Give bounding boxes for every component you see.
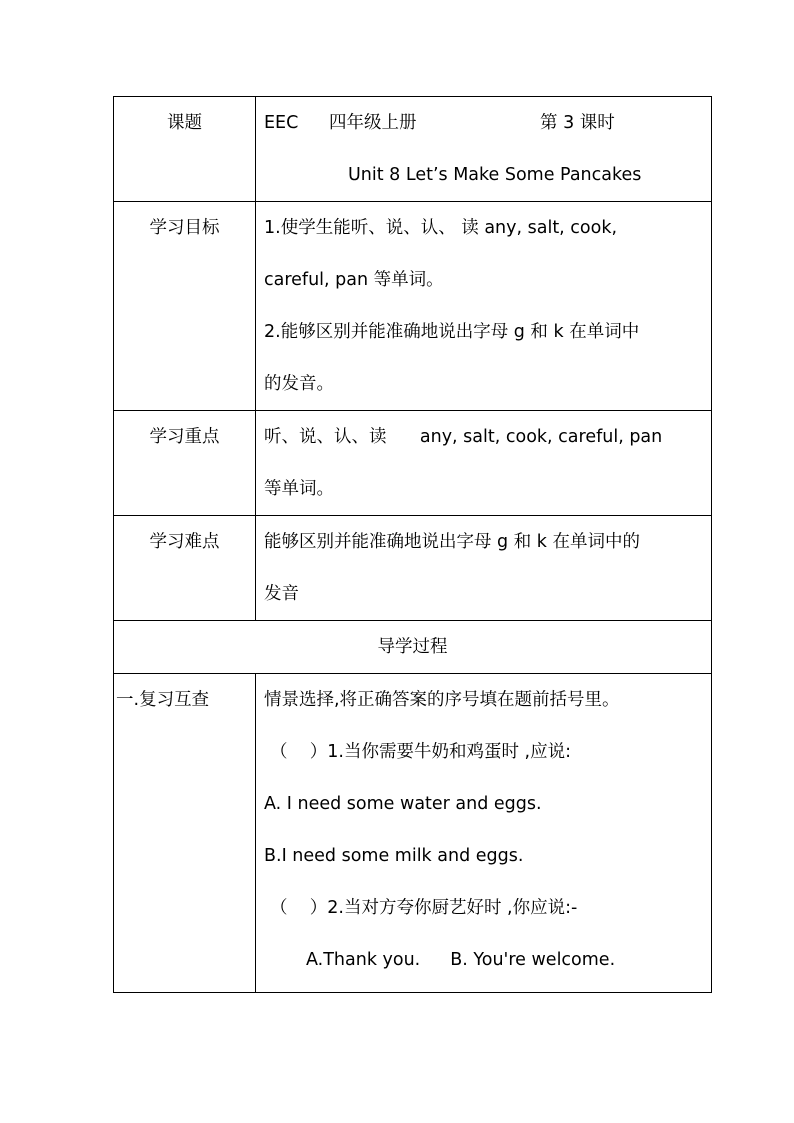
process-header: 导学过程 <box>377 637 448 657</box>
grade-text: 四年级上册 <box>329 113 417 133</box>
key-points-content-cell <box>256 411 712 516</box>
title-label-cell <box>114 97 256 202</box>
difficulties-content-cell <box>256 516 712 621</box>
objectives-row <box>114 202 712 411</box>
key-points-line-1: 听、说、认、读 any, salt, cook, careful, pan <box>264 427 663 447</box>
question-2-options <box>256 934 711 986</box>
objectives-line-1: 1.使学生能听、说、认、 读 any, salt, cook, <box>264 218 618 238</box>
review-label: 一.复习互查 <box>116 690 210 710</box>
difficulties-label: 学习难点 <box>149 532 220 552</box>
objectives-line-2: careful, pan 等单词。 <box>264 270 444 290</box>
question-1-option-b: B.I need some milk and eggs. <box>264 846 524 866</box>
difficulties-label-cell <box>114 516 256 621</box>
review-label-cell <box>114 674 256 993</box>
objectives-label-cell <box>114 202 256 411</box>
title-label: 课题 <box>167 113 202 133</box>
question-2-option-b: B. You're welcome. <box>450 950 616 970</box>
question-2-option-a: A.Thank you. <box>306 950 421 970</box>
objectives-line-3: 2.能够区别并能准确地说出字母 g 和 k 在单词中 <box>264 322 640 342</box>
objectives-label: 学习目标 <box>149 218 220 238</box>
review-content-cell <box>256 674 712 993</box>
key-points-label-cell <box>114 411 256 516</box>
question-1: （ ）1.当你需要牛奶和鸡蛋时 ,应说: <box>270 742 571 762</box>
process-header-cell <box>114 621 712 674</box>
objectives-line-4: 的发音。 <box>264 374 334 394</box>
key-points-row <box>114 411 712 516</box>
lesson-number-text: 第 3 课时 <box>540 113 615 133</box>
review-instruction: 情景选择,将正确答案的序号填在题前括号里。 <box>264 690 620 710</box>
title-row <box>114 97 712 202</box>
process-header-row <box>114 621 712 674</box>
key-points-label: 学习重点 <box>149 427 220 447</box>
difficulties-row <box>114 516 712 621</box>
unit-title: Unit 8 Let’s Make Some Pancakes <box>348 165 642 185</box>
title-content-cell <box>256 97 712 202</box>
question-1-option-a: A. I need some water and eggs. <box>264 794 542 814</box>
objectives-content-cell <box>256 202 712 411</box>
question-2: （ ）2.当对方夸你厨艺好时 ,你应说:- <box>270 898 578 918</box>
publisher-text: EEC <box>264 113 299 133</box>
difficulties-line-1: 能够区别并能准确地说出字母 g 和 k 在单词中的 <box>264 532 640 552</box>
difficulties-line-2: 发音 <box>264 584 299 604</box>
lesson-plan-table <box>113 96 712 993</box>
key-points-line-2: 等单词。 <box>264 479 334 499</box>
review-row <box>114 674 712 993</box>
